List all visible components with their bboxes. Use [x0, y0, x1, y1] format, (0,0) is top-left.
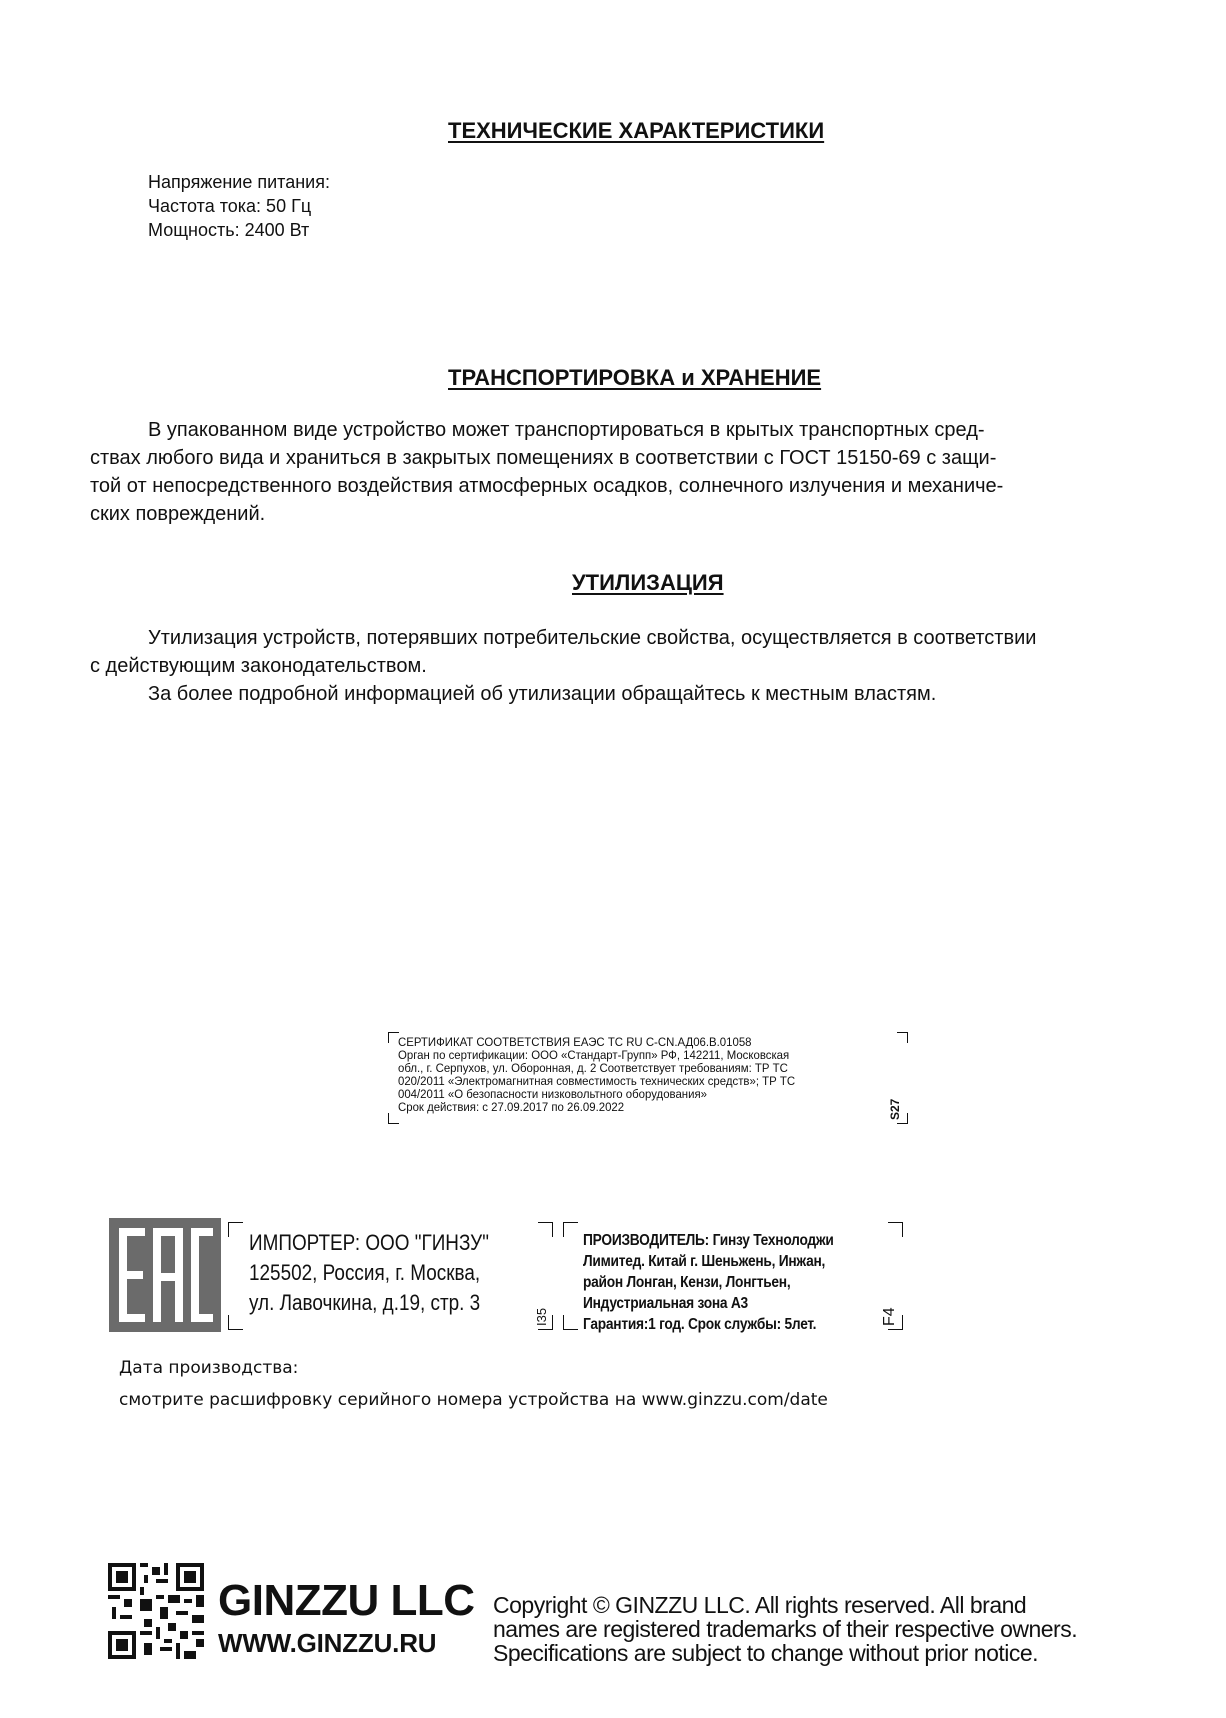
importer-line: 125502, Россия, г. Москва, [249, 1260, 481, 1285]
frame-corner [563, 1222, 578, 1237]
frame-corner [538, 1222, 553, 1237]
frame-corner [563, 1315, 578, 1330]
manufacturer-block [563, 1222, 903, 1333]
importer-text [249, 1228, 489, 1318]
certificate-line: Срок действия: с 27.09.2017 по 26.09.2022 [398, 1100, 625, 1114]
manufacturer-code: F4 [881, 1307, 898, 1326]
certificate-line: 004/2011 «О безопасности низковольтного оборудования» [398, 1087, 707, 1101]
eac-mark-icon [109, 1218, 221, 1332]
certificate-text [398, 1036, 795, 1114]
disposal-paragraph [90, 624, 1170, 708]
manufacturer-line: Гарантия:1 год. Срок службы: 5лет. [583, 1316, 817, 1333]
importer-block [228, 1222, 553, 1330]
importer-code: I35 [534, 1307, 549, 1326]
manufacturer-text [583, 1230, 834, 1335]
disposal-heading: УТИЛИЗАЦИЯ [572, 570, 724, 595]
frame-corner [228, 1222, 243, 1237]
production-date-text: смотрите расшифровку серийного номера устройства на www.ginzzu.com/date [119, 1390, 828, 1410]
frame-corner [888, 1222, 903, 1237]
disposal-line: За более подробной информацией об утилизации обращайтесь к местным властям. [148, 683, 937, 705]
importer-line: ИМПОРТЕР: ООО "ГИНЗУ" [249, 1230, 489, 1255]
manufacturer-line: ПРОИЗВОДИТЕЛЬ: Гинзу Технолоджи [583, 1232, 834, 1249]
transport-paragraph [90, 416, 1150, 528]
disposal-line: Утилизация устройств, потерявших потребительские свойства, осуществляется в соответствии [148, 627, 1037, 649]
certificate-line: СЕРТИФИКАТ СООТВЕТСТВИЯ ЕАЭС ТС RU C-CN.АД06.В.01058 [398, 1035, 752, 1049]
transport-line: ствах любого вида и храниться в закрытых помещениях в соответствии с ГОСТ 15150-69 с защи- [90, 447, 997, 469]
copyright-line: Copyright © GINZZU LLC. All rights reserved. All brand [493, 1592, 1027, 1618]
certificate-line: 020/2011 «Электромагнитная совместимость технических средств»; ТР ТС [398, 1074, 796, 1088]
copyright-line: names are registered trademarks of their respective owners. [493, 1616, 1078, 1642]
transport-line: той от непосредственного воздействия атмосферных осадков, солнечного излучения и механиче- [90, 475, 1004, 497]
qr-code-icon [108, 1563, 204, 1659]
tech-specs-list [148, 170, 330, 242]
spec-frequency: Частота тока: 50 Гц [148, 196, 312, 216]
footer-brand [218, 1578, 475, 1658]
frame-corner [228, 1315, 243, 1330]
frame-corner [897, 1032, 908, 1043]
certificate-line: обл., г. Серпухов, ул. Оборонная, д. 2 Соответствует требованиям: ТР ТС [398, 1061, 788, 1075]
transport-line: ских повреждений. [90, 503, 266, 525]
certificate-code: S27 [888, 1098, 902, 1120]
production-date-block [119, 1352, 828, 1416]
importer-line: ул. Лавочкина, д.19, стр. 3 [249, 1290, 481, 1315]
certificate-line: Орган по сертификации: ООО «Стандарт-Групп» РФ, 142211, Московская [398, 1048, 790, 1062]
copyright-notice [493, 1593, 1077, 1665]
tech-specs-heading: ТЕХНИЧЕСКИЕ ХАРАКТЕРИСТИКИ [448, 118, 825, 143]
certificate-block [388, 1032, 908, 1124]
spec-voltage: Напряжение питания: [148, 172, 330, 192]
frame-corner [388, 1113, 399, 1124]
production-date-label: Дата производства: [119, 1358, 299, 1378]
manufacturer-line: Лимитед. Китай г. Шеньжень, Инжан, [583, 1253, 826, 1270]
eac-logo [109, 1218, 221, 1332]
manufacturer-line: район Лонган, Кензи, Лонгтьен, [583, 1274, 791, 1291]
disposal-line: с действующим законодательством. [90, 655, 427, 677]
copyright-line: Specifications are subject to change without prior notice. [493, 1640, 1039, 1666]
transport-heading: ТРАНСПОРТИРОВКА и ХРАНЕНИЕ [448, 365, 822, 390]
transport-line: В упакованном виде устройство может транспортироваться в крытых транспортных сред- [148, 419, 985, 441]
manufacturer-line: Индустриальная зона А3 [583, 1295, 748, 1312]
spec-power: Мощность: 2400 Вт [148, 220, 310, 240]
brand-name: GINZZU LLC [218, 1576, 475, 1625]
brand-site-link[interactable]: WWW.GINZZU.RU [218, 1628, 437, 1658]
